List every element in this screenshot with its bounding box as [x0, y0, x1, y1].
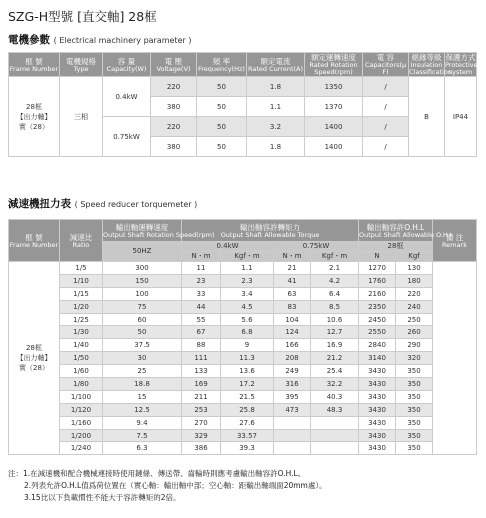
table-cell: 27.6: [221, 416, 274, 429]
header-04kw: 0.4kW: [182, 242, 274, 252]
table-cell: 1/5: [60, 262, 103, 275]
table-cell: 350: [396, 416, 433, 429]
table-cell: 17.2: [221, 378, 274, 391]
table-cell: 3430: [359, 378, 396, 391]
table-row: [9, 262, 477, 275]
header-4: 頻 率 Frequency(Hz): [197, 53, 247, 77]
table-cell: 3430: [359, 442, 396, 455]
header-075kw: 0.75kW: [274, 242, 359, 252]
cap-cell: /: [363, 97, 409, 117]
unit-kgfm: Kgf・m: [311, 252, 359, 262]
table-cell: 124: [274, 326, 311, 339]
table-cell: 166: [274, 339, 311, 352]
table-cell: 4.2: [311, 274, 359, 287]
table-cell: 12.7: [311, 326, 359, 339]
table-cell: 240: [396, 300, 433, 313]
table-row: [9, 442, 477, 455]
notes: [8, 468, 327, 504]
header-9: 保護方式 Protective system: [445, 53, 478, 76]
table-cell: 3430: [359, 416, 396, 429]
table-cell: 75: [103, 300, 182, 313]
freq-cell: 50: [197, 117, 247, 137]
table-cell: 1/80: [60, 378, 103, 391]
table-cell: 350: [396, 442, 433, 455]
table-cell: 1/240: [60, 442, 103, 455]
table-cell: 6.3: [103, 442, 182, 455]
header-torque: 輸出軸容許轉矩力 Output Shaft Allowable Torque: [182, 220, 359, 242]
table-cell: 2350: [359, 300, 396, 313]
current-cell: 1.1: [247, 97, 305, 117]
unit-kgfm: Kgf・m: [221, 252, 274, 262]
table-cell: [311, 442, 359, 455]
table-cell: 316: [274, 378, 311, 391]
frame-cell: 28框 【出力軸】 實（28）: [9, 77, 60, 157]
table-cell: 211: [182, 390, 221, 403]
table-cell: 83: [274, 300, 311, 313]
table-cell: 30: [103, 352, 182, 365]
table-cell: 6.8: [221, 326, 274, 339]
table-cell: 150: [103, 274, 182, 287]
table-row: [9, 429, 477, 442]
table-cell: 55: [182, 313, 221, 326]
table-cell: 48.3: [311, 403, 359, 416]
cap-cell: /: [363, 137, 409, 157]
table-cell: 249: [274, 365, 311, 378]
capacity-cell: 0.4kW: [103, 77, 151, 117]
table-cell: 37.5: [103, 339, 182, 352]
table-cell: 50: [103, 326, 182, 339]
table-cell: 16.9: [311, 339, 359, 352]
type-cell: 三相: [60, 77, 103, 157]
table-cell: 220: [396, 287, 433, 300]
table-cell: 32.2: [311, 378, 359, 391]
unit-kgf: Kgf: [396, 252, 433, 262]
table-cell: 1/30: [60, 326, 103, 339]
table-cell: 133: [182, 365, 221, 378]
header-frame: 框 號 Frame Number: [9, 220, 60, 262]
table-cell: 260: [396, 326, 433, 339]
table-cell: 1760: [359, 274, 396, 287]
header-5: 額定電流 Rated Current(A): [247, 53, 305, 77]
table-cell: [274, 429, 311, 442]
table-row: [9, 313, 477, 326]
table-cell: 15: [103, 390, 182, 403]
table-cell: 25.4: [311, 365, 359, 378]
speed-cell: 1400: [305, 117, 363, 137]
table-cell: 44: [182, 300, 221, 313]
table-cell: 270: [182, 416, 221, 429]
table-cell: 3.4: [221, 287, 274, 300]
table-cell: 9.4: [103, 416, 182, 429]
table-cell: 329: [182, 429, 221, 442]
table-cell: 8.5: [311, 300, 359, 313]
table-cell: 1/120: [60, 403, 103, 416]
protection-cell: IP44: [445, 77, 477, 157]
table-row: [9, 352, 477, 365]
cap-cell: /: [363, 77, 409, 97]
table-cell: 253: [182, 403, 221, 416]
table-cell: 1/10: [60, 274, 103, 287]
table-cell: 1/40: [60, 339, 103, 352]
table-cell: 33.57: [221, 429, 274, 442]
section-title-electrical: [8, 32, 191, 47]
table-cell: 21.2: [311, 352, 359, 365]
header-1: 電機規格 Type: [60, 53, 103, 77]
table-cell: 88: [182, 339, 221, 352]
table-cell: 169: [182, 378, 221, 391]
table-cell: 2.3: [221, 274, 274, 287]
table-cell: 320: [396, 352, 433, 365]
table-cell: [311, 416, 359, 429]
header-28frame: 28框: [359, 242, 433, 252]
voltage-cell: 380: [151, 137, 197, 157]
table-cell: 1/200: [60, 429, 103, 442]
table-cell: 395: [274, 390, 311, 403]
table-cell: 11: [182, 262, 221, 275]
speed-cell: 1350: [305, 77, 363, 97]
header-remark: 備 注 Remark: [433, 220, 477, 262]
table-row: [9, 416, 477, 429]
table-cell: [311, 429, 359, 442]
table-cell: 60: [103, 313, 182, 326]
table-cell: 250: [396, 313, 433, 326]
table-cell: 3140: [359, 352, 396, 365]
table-cell: 11.3: [221, 352, 274, 365]
table-cell: 1/160: [60, 416, 103, 429]
section-title-zh: 減速機扭力表: [8, 198, 71, 210]
table-cell: 208: [274, 352, 311, 365]
table-cell: 350: [396, 403, 433, 416]
remark-cell: [433, 262, 477, 455]
table-cell: 111: [182, 352, 221, 365]
table-cell: 100: [103, 287, 182, 300]
current-cell: 1.8: [247, 137, 305, 157]
table-cell: 180: [396, 274, 433, 287]
speed-cell: 1370: [305, 97, 363, 117]
table-row: [9, 339, 477, 352]
table-row: [9, 403, 477, 416]
freq-cell: 50: [197, 77, 247, 97]
table-cell: 25: [103, 365, 182, 378]
table-cell: 1/100: [60, 390, 103, 403]
torque-table: [8, 219, 477, 455]
header-6: 額定運轉速度 Rated Rotation Speed(rpm): [305, 53, 363, 77]
note-3: 3.15比以下負載慣性不能大于容許轉矩的2倍。: [24, 493, 181, 502]
table-cell: 6.4: [311, 287, 359, 300]
capacity-cell: 0.75kW: [103, 117, 151, 157]
table-row: [9, 287, 477, 300]
table-row: [9, 300, 477, 313]
freq-cell: 50: [197, 137, 247, 157]
table-cell: 1/20: [60, 300, 103, 313]
header-7: 電 容 Capacitors(μ F): [363, 53, 409, 77]
section-title-en: ( Speed reducer torquemeter ): [74, 200, 198, 209]
table-cell: 2160: [359, 287, 396, 300]
table-cell: 1.1: [221, 262, 274, 275]
table-cell: 67: [182, 326, 221, 339]
header-speed: 輸出軸運轉速度 Output Shaft Rotation Speed(rpm): [103, 220, 182, 242]
table-cell: 4.5: [221, 300, 274, 313]
current-cell: 1.8: [247, 77, 305, 97]
table-cell: [274, 416, 311, 429]
header-8: 絕緣等級 Insulation Classification: [409, 53, 453, 76]
table-cell: 1270: [359, 262, 396, 275]
voltage-cell: 220: [151, 77, 197, 97]
table-cell: 18.8: [103, 378, 182, 391]
cap-cell: /: [363, 117, 409, 137]
table-cell: 1/15: [60, 287, 103, 300]
frame-cell: 28框 【出力軸】 實（28）: [9, 262, 60, 455]
voltage-cell: 220: [151, 117, 197, 137]
table-cell: 386: [182, 442, 221, 455]
table-cell: 350: [396, 378, 433, 391]
table-cell: 2840: [359, 339, 396, 352]
table-row: [9, 274, 477, 287]
table-cell: 350: [396, 429, 433, 442]
table-cell: 63: [274, 287, 311, 300]
unit-nm: N・m: [182, 252, 221, 262]
table-cell: 25.8: [221, 403, 274, 416]
header-ratio: 減速比 Ratio: [60, 220, 103, 262]
table-cell: 21.5: [221, 390, 274, 403]
electrical-parameter-table: [8, 52, 477, 157]
table-cell: 2550: [359, 326, 396, 339]
header-50hz: 50HZ: [103, 242, 182, 262]
table-cell: 3430: [359, 429, 396, 442]
table-cell: 5.6: [221, 313, 274, 326]
unit-nm: N・m: [274, 252, 311, 262]
table-cell: 3430: [359, 403, 396, 416]
note-2: 2.列表允許O.H.L值爲荷位置在（實心軸：輸出軸中部；空心軸：距輸出軸端面20mm處）。: [24, 481, 327, 490]
table-cell: 33: [182, 287, 221, 300]
table-cell: 41: [274, 274, 311, 287]
header-3: 電 壓 Voltage(V): [151, 53, 197, 77]
table-cell: 1/60: [60, 365, 103, 378]
voltage-cell: 380: [151, 97, 197, 117]
table-cell: 39.3: [221, 442, 274, 455]
section-title-torque: [8, 196, 197, 211]
table-cell: 350: [396, 365, 433, 378]
section-title-en: ( Electrical machinery parameter ): [53, 36, 192, 45]
unit-n: N: [359, 252, 396, 262]
insulation-cell: B: [409, 77, 445, 157]
section-title-zh: 電機參數: [8, 34, 50, 46]
table-cell: 13.6: [221, 365, 274, 378]
table-cell: 130: [396, 262, 433, 275]
page-title: SZG-H型號 [直交軸] 28框: [8, 9, 157, 24]
table-cell: 350: [396, 390, 433, 403]
table-row: [9, 365, 477, 378]
table-cell: 10.6: [311, 313, 359, 326]
table-cell: 23: [182, 274, 221, 287]
current-cell: 3.2: [247, 117, 305, 137]
note-1: 注：1.在減速機和配合機械連接時使用鏈條、傳送帶、齒輪時則應考慮輸出軸容許O.H.L。: [8, 469, 306, 478]
table-cell: 1/25: [60, 313, 103, 326]
header-0: 框 號 Frame Number: [9, 53, 60, 77]
table-cell: 1/50: [60, 352, 103, 365]
table-row: [9, 378, 477, 391]
table-cell: 2450: [359, 313, 396, 326]
table-cell: 104: [274, 313, 311, 326]
table-cell: [274, 442, 311, 455]
table-cell: 290: [396, 339, 433, 352]
table-cell: 12.5: [103, 403, 182, 416]
table-row: [9, 326, 477, 339]
header-ohl: 輸出軸容許O.H.L Output Shaft Allowable O.H.L: [359, 220, 433, 242]
freq-cell: 50: [197, 97, 247, 117]
speed-cell: 1400: [305, 137, 363, 157]
table-cell: 9: [221, 339, 274, 352]
table-cell: 3430: [359, 390, 396, 403]
table-cell: 21: [274, 262, 311, 275]
table-cell: 2.1: [311, 262, 359, 275]
table-row: [9, 390, 477, 403]
table-cell: 473: [274, 403, 311, 416]
table-cell: 300: [103, 262, 182, 275]
table-cell: 40.3: [311, 390, 359, 403]
header-2: 容 量 Capacity(W): [103, 53, 151, 77]
table-cell: 7.5: [103, 429, 182, 442]
table-cell: 3430: [359, 365, 396, 378]
